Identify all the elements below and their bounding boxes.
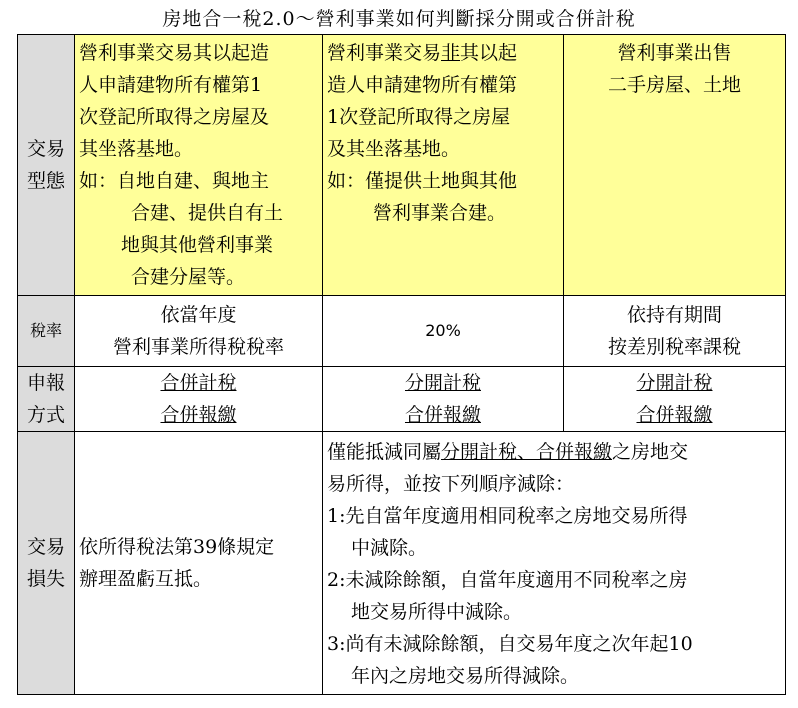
row-transaction-type bbox=[18, 35, 786, 296]
type-col2-cell: 營利事業交易非其以起 造人申請建物所有權第 1次登記所取得之房屋 及其坐落基地。 如：僅提供土地與其他 營利事業合建。 bbox=[323, 35, 564, 296]
rate-col2-cell: 20% bbox=[323, 296, 564, 367]
type-col2-example-first: 如：僅提供土地與其他 bbox=[327, 170, 518, 192]
type-col3-cell: 營利事業出售 二手房屋、土地 bbox=[564, 35, 786, 296]
loss-intro-line: 僅能抵減同屬分開計稅、合併報繳之房地交 bbox=[327, 441, 689, 463]
filing-col3-cell: 分開計稅 合併報繳 bbox=[564, 367, 786, 432]
row-transaction-loss bbox=[18, 432, 786, 695]
type-col1-cell: 營利事業交易其以起造 人申請建物所有權第1 次登記所取得之房屋及 其坐落基地。 如：自地自建、與地主 合建、提供自有土 地與其他營利事業 合建分屋等。 bbox=[75, 35, 323, 296]
document-title: 房地合一稅2.0～營利事業如何判斷採分開或合併計稅 bbox=[162, 8, 636, 30]
type-col1-example-first: 如：自地自建、與地主 bbox=[79, 170, 270, 192]
negation-underlined: 非 bbox=[441, 42, 461, 64]
type-col2-first-line: 營利事業交易非其以起 bbox=[327, 42, 518, 64]
loss-col1-cell: 依所得稅法第39條規定 辦理盈虧互抵。 bbox=[75, 432, 323, 695]
rate-col3-cell: 依持有期間 按差別稅率課稅 bbox=[564, 296, 786, 367]
filing-col1-cell: 合併計稅 合併報繳 bbox=[75, 367, 323, 432]
loss-item-2: 2:未減除餘額，自當年度適用不同稅率之房 bbox=[327, 569, 688, 591]
loss-col23-cell: 僅能抵減同屬分開計稅、合併報繳之房地交 易所得，並按下列順序減除： 1:先自當年度適用相同稅率之房地交易所得 中減除。 2:未減除餘額，自當年度適用不同稅率之房 地交易所得中減除。 3:尚有未減除餘額，自交易年度之次年起10 年內之房地交易所得減除。 bbox=[323, 432, 786, 695]
tax-comparison-table bbox=[17, 34, 786, 695]
header-filing-method: 申報 方式 bbox=[18, 367, 75, 432]
row-tax-rate bbox=[18, 296, 786, 367]
header-transaction-type: 交易 型態 bbox=[18, 35, 75, 296]
loss-item-3: 3:尚有未減除餘額，自交易年度之次年起10 bbox=[327, 633, 693, 655]
filing-col2-cell: 分開計稅 合併報繳 bbox=[323, 367, 564, 432]
loss-item-1: 1:先自當年度適用相同稅率之房地交易所得 bbox=[327, 505, 688, 527]
header-transaction-loss: 交易 損失 bbox=[18, 432, 75, 695]
header-tax-rate: 稅率 bbox=[18, 296, 75, 367]
row-filing-method bbox=[18, 367, 786, 432]
rate-col1-cell: 依當年度 營利事業所得稅稅率 bbox=[75, 296, 323, 367]
